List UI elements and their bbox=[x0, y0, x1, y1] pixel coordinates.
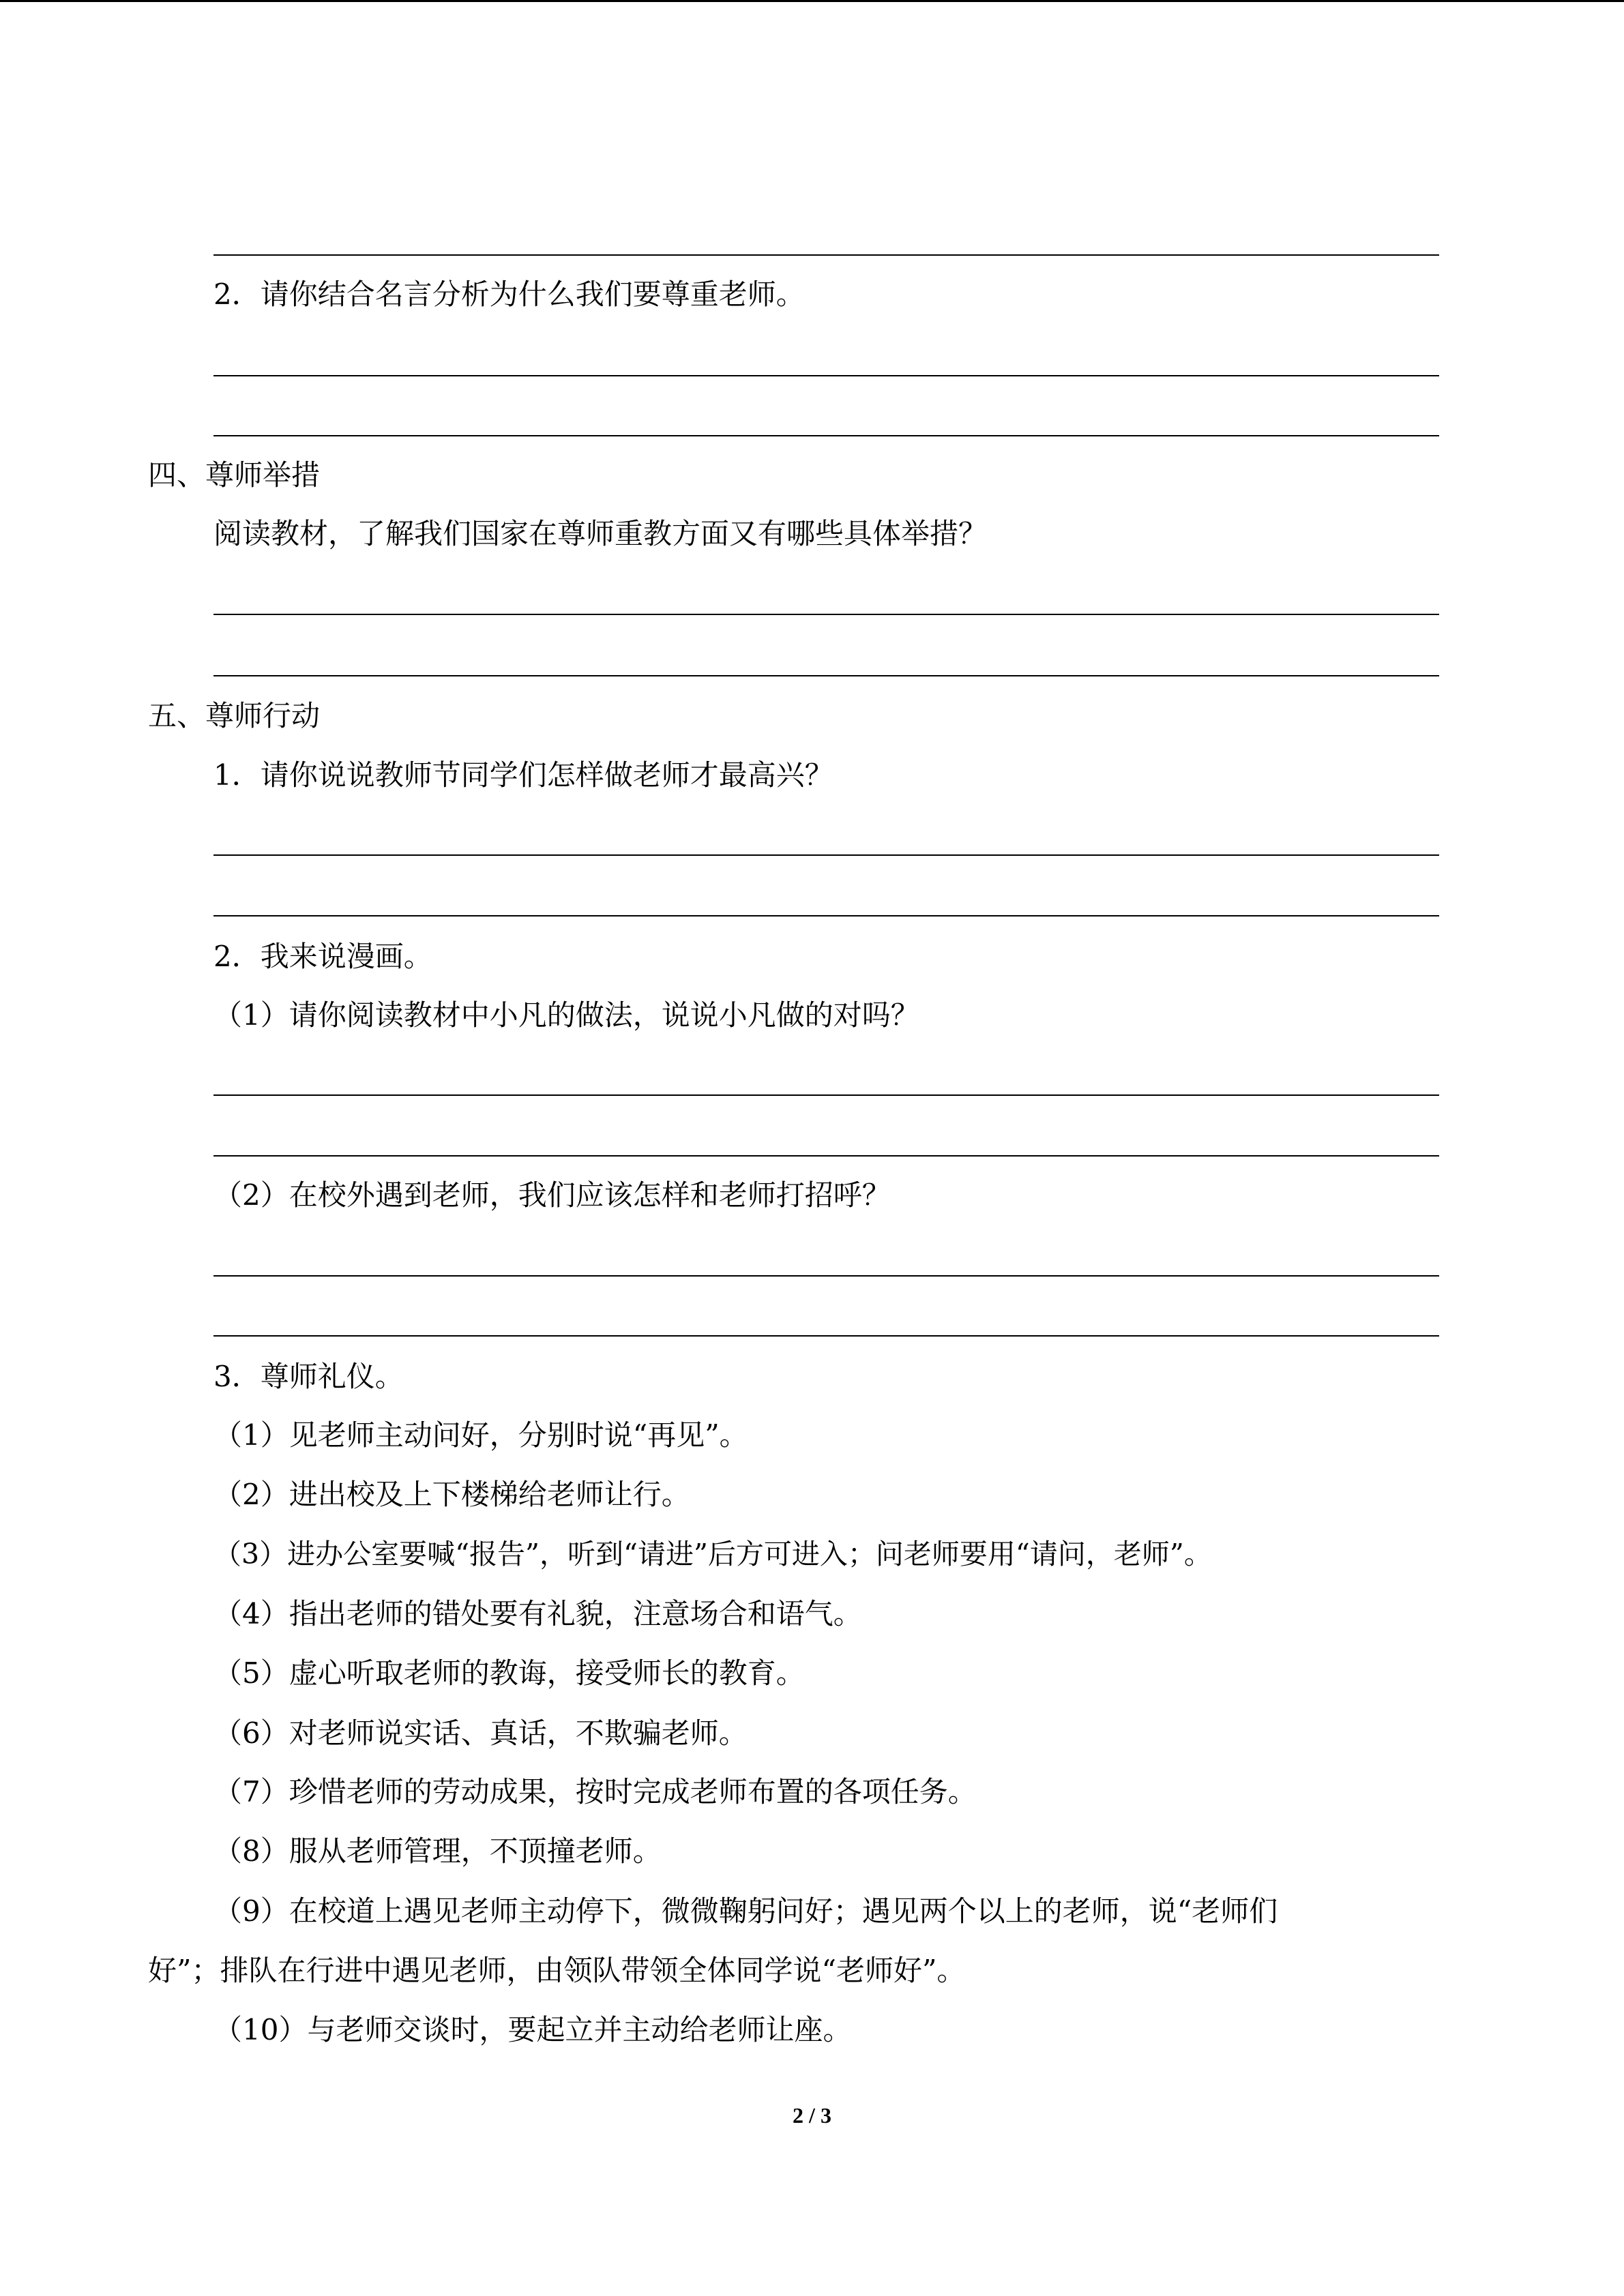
etiquette-item: （9）在校道上遇见老师主动停下，微微鞠躬问好；遇见两个以上的老师，说“老师们 bbox=[213, 1894, 1278, 1928]
question-text: 阅读教材，了解我们国家在尊师重教方面又有哪些具体举措？ bbox=[213, 517, 988, 550]
answer-line bbox=[213, 675, 1439, 676]
section-heading: 五、尊师行动 bbox=[148, 699, 321, 732]
question-text: 2．请你结合名言分析为什么我们要尊重老师。 bbox=[213, 278, 805, 311]
question-text: （1）请你阅读教材中小凡的做法，说说小凡做的对吗？ bbox=[213, 998, 919, 1032]
question-text: （2）在校外遇到老师，我们应该怎样和老师打招呼？ bbox=[213, 1178, 891, 1212]
answer-line bbox=[213, 375, 1439, 376]
answer-line bbox=[213, 435, 1439, 436]
question-text: 3．尊师礼仪。 bbox=[213, 1360, 404, 1393]
answer-line bbox=[213, 915, 1439, 916]
etiquette-item: （2）进出校及上下楼梯给老师让行。 bbox=[213, 1478, 690, 1511]
answer-line bbox=[213, 614, 1439, 615]
etiquette-item: （6）对老师说实话、真话，不欺骗老师。 bbox=[213, 1716, 748, 1750]
answer-line bbox=[213, 854, 1439, 856]
etiquette-item: （5）虚心听取老师的教诲，接受师长的教育。 bbox=[213, 1656, 805, 1690]
question-text: 2．我来说漫画。 bbox=[213, 940, 432, 973]
page-top-border bbox=[0, 0, 1624, 2]
etiquette-item: （3）进办公室要喊“报告”，听到“请进”后方可进入；问老师要用“请问，老师”。 bbox=[213, 1538, 1212, 1570]
question-text: 1．请你说说教师节同学们怎样做老师才最高兴？ bbox=[213, 758, 833, 792]
page-number: 2 / 3 bbox=[793, 2103, 831, 2128]
section-heading: 四、尊师举措 bbox=[148, 458, 321, 492]
answer-line bbox=[213, 1275, 1439, 1277]
etiquette-item: （4）指出老师的错处要有礼貌，注意场合和语气。 bbox=[213, 1597, 862, 1630]
answer-line bbox=[213, 254, 1439, 256]
answer-line bbox=[213, 1094, 1439, 1096]
answer-line bbox=[213, 1155, 1439, 1157]
etiquette-item-continued: 好”；排队在行进中遇见老师，由领队带领全体同学说“老师好”。 bbox=[148, 1954, 966, 1987]
answer-line bbox=[213, 1335, 1439, 1337]
etiquette-item: （7）珍惜老师的劳动成果，按时完成老师布置的各项任务。 bbox=[213, 1775, 977, 1808]
etiquette-item: （10）与老师交谈时，要起立并主动给老师让座。 bbox=[213, 2013, 852, 2046]
etiquette-item: （1）见老师主动问好，分别时说“再见”。 bbox=[213, 1418, 748, 1452]
etiquette-item: （8）服从老师管理，不顶撞老师。 bbox=[213, 1834, 662, 1868]
